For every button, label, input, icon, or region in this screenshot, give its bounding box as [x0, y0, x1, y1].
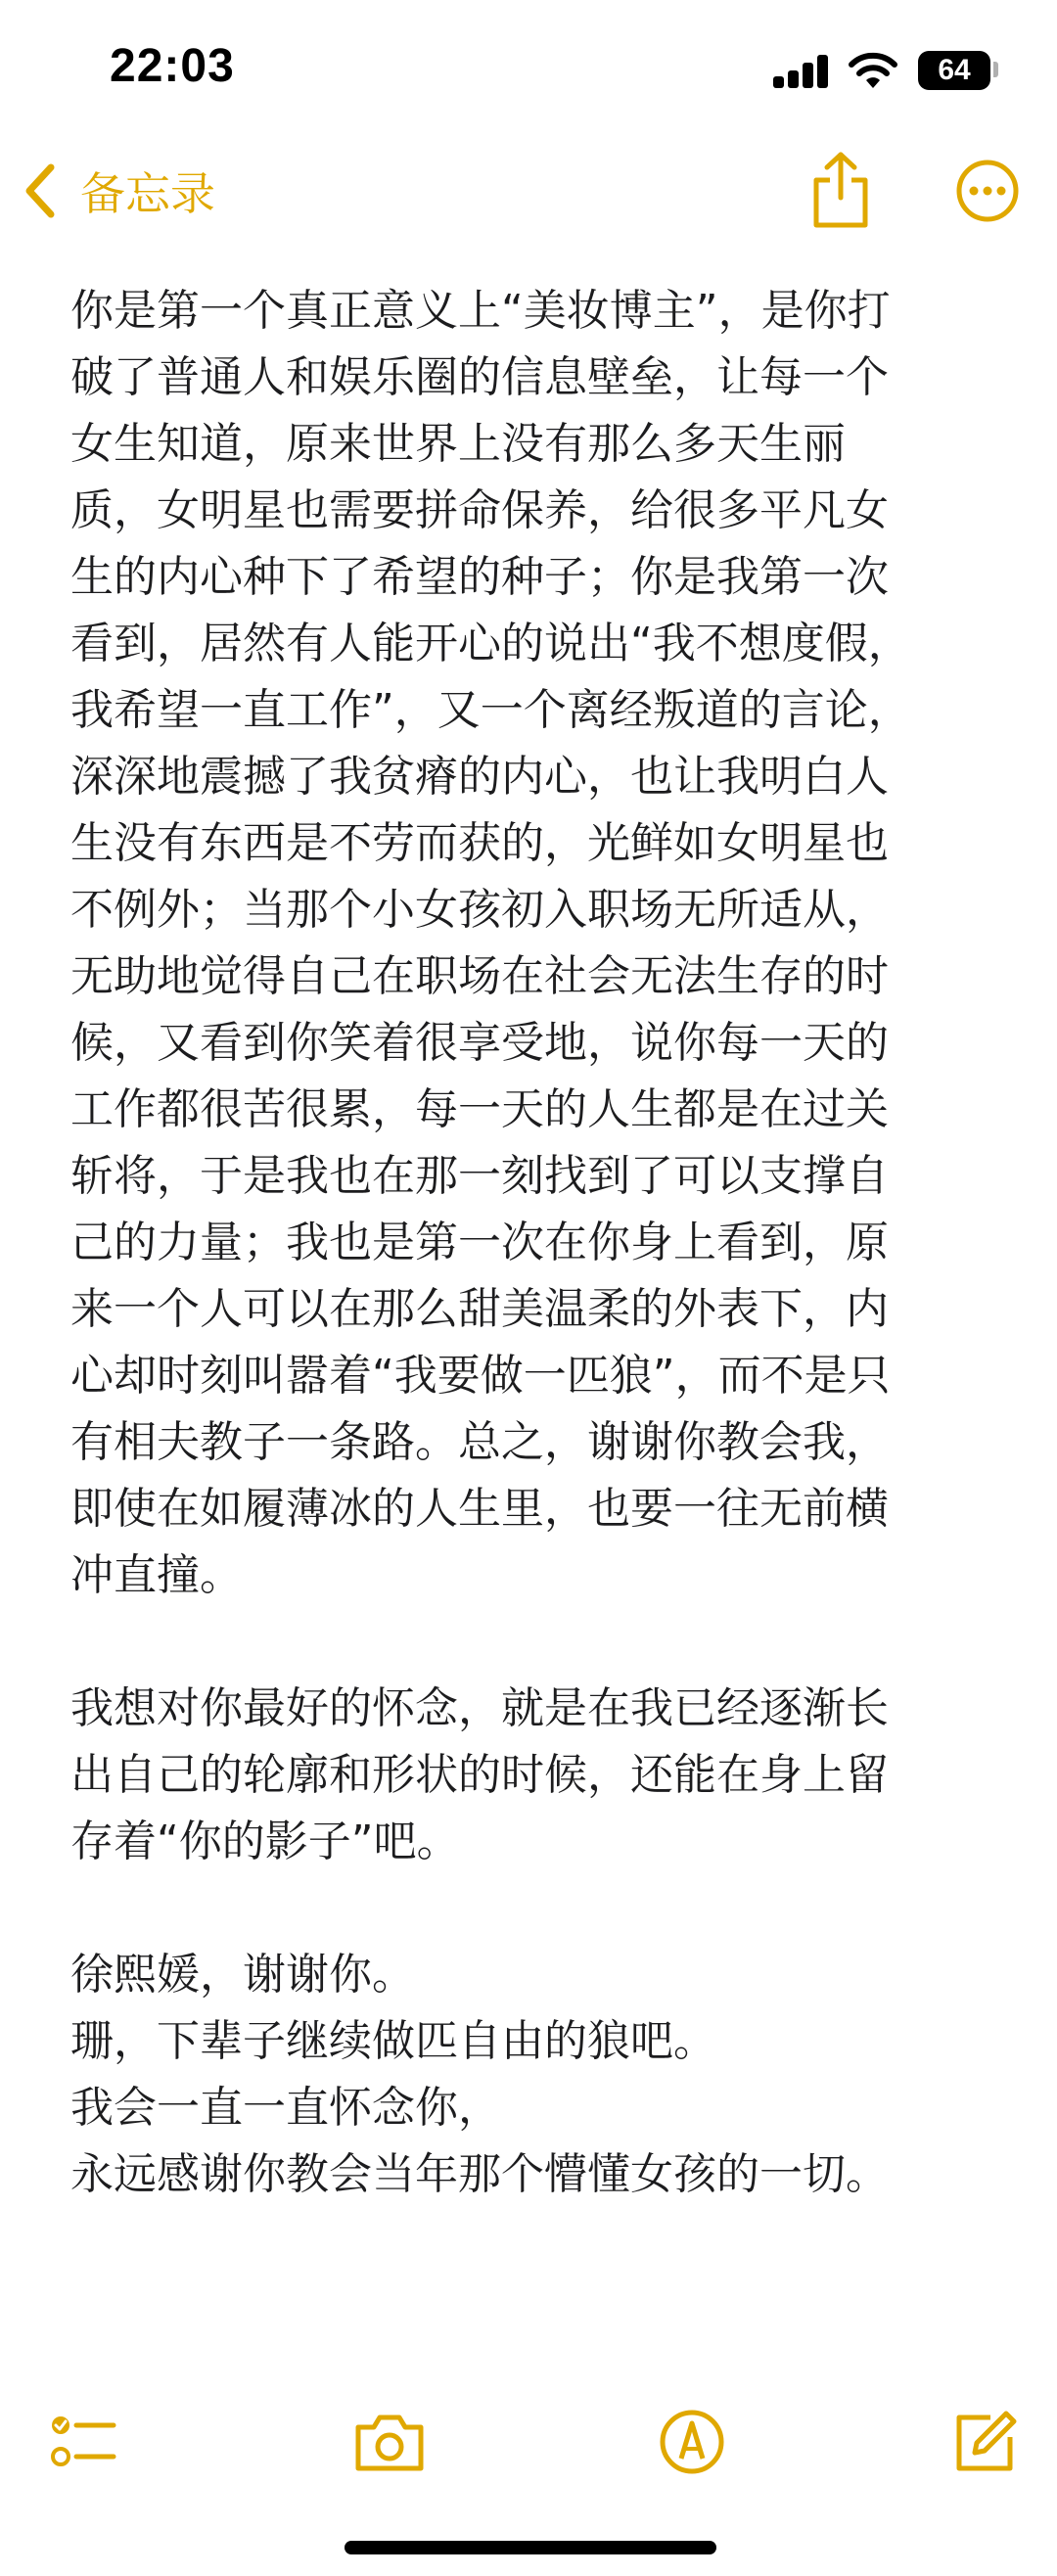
- note-line: 工作都很苦很累，每一天的人生都是在过关: [70, 1084, 889, 1134]
- status-bar: [0, 0, 1057, 137]
- ellipsis-circle-icon[interactable]: [955, 159, 1020, 223]
- note-line: 不例外；当那个小女孩初入职场无所适从，: [70, 885, 889, 935]
- note-line: 心却时刻叫嚣着“我要做一匹狼”，而不是只: [70, 1351, 891, 1401]
- wifi-icon: [848, 51, 898, 90]
- compose-icon[interactable]: [951, 2408, 1020, 2476]
- note-paragraph-1: [70, 278, 1000, 1609]
- note-line: 我想对你最好的怀念，就是在我已经逐渐长: [70, 1683, 889, 1733]
- paragraph-gap: [70, 1875, 1000, 1942]
- back-button[interactable]: [22, 157, 215, 225]
- markup-icon[interactable]: [658, 2408, 726, 2476]
- note-line: 斩将，于是我也在那一刻找到了可以支撑自: [70, 1151, 889, 1201]
- chevron-left-icon: [22, 163, 57, 218]
- note-line: 来一个人可以在那么甜美温柔的外表下，内: [70, 1284, 889, 1334]
- note-body[interactable]: [70, 278, 1000, 2208]
- note-line: 出自己的轮廓和形状的时候，还能在身上留: [70, 1750, 889, 1800]
- note-line: 女生知道，原来世界上没有那么多天生丽: [70, 419, 846, 469]
- nav-bar: [0, 137, 1057, 245]
- note-line: 深深地震撼了我贫瘠的内心，也让我明白人: [70, 752, 889, 802]
- note-line: 己的力量；我也是第一次在你身上看到，原: [70, 1218, 889, 1267]
- note-line: 质，女明星也需要拼命保养，给很多平凡女: [70, 485, 889, 535]
- note-line: 珊，下辈子继续做匹自由的狼吧。: [70, 2016, 716, 2066]
- battery-level: 64: [918, 51, 990, 90]
- cellular-signal-icon: [773, 55, 830, 88]
- note-line: 生没有东西是不劳而获的，光鲜如女明星也: [70, 818, 889, 868]
- note-line: 冲直撞。: [70, 1550, 243, 1600]
- note-line: 候，又看到你笑着很享受地，说你每一天的: [70, 1018, 889, 1068]
- note-paragraph-3: [70, 1942, 1000, 2208]
- battery-tip: [993, 62, 998, 77]
- note-line: 我希望一直工作”，又一个离经叛道的言论，: [70, 685, 911, 735]
- back-label: 备忘录: [80, 167, 215, 220]
- note-line: 永远感谢你教会当年那个懵懂女孩的一切。: [70, 2149, 889, 2199]
- note-line: 破了普通人和娱乐圈的信息壁垒，让每一个: [70, 352, 889, 402]
- note-paragraph-2: [70, 1676, 1000, 1875]
- note-line: 即使在如履薄冰的人生里，也要一往无前横: [70, 1484, 889, 1534]
- checklist-icon[interactable]: [49, 2408, 117, 2476]
- note-line: 有相夫教子一条路。总之，谢谢你教会我，: [70, 1417, 889, 1467]
- camera-icon[interactable]: [352, 2408, 427, 2476]
- share-icon[interactable]: [810, 151, 871, 229]
- status-time: 22:03: [110, 40, 235, 92]
- note-line: 存着“你的影子”吧。: [70, 1817, 460, 1866]
- note-line: 无助地觉得自己在职场在社会无法生存的时: [70, 951, 889, 1001]
- paragraph-gap: [70, 1609, 1000, 1676]
- note-line: 我会一直一直怀念你，: [70, 2083, 501, 2133]
- note-line: 徐熙媛，谢谢你。: [70, 1950, 415, 2000]
- note-line: 你是第一个真正意义上“美妆博主”，是你打: [70, 286, 891, 336]
- bottom-toolbar: [0, 2388, 1057, 2496]
- home-indicator[interactable]: [345, 2541, 716, 2554]
- note-line: 生的内心种下了希望的种子；你是我第一次: [70, 552, 889, 602]
- note-line: 看到，居然有人能开心的说出“我不想度假，: [70, 619, 911, 668]
